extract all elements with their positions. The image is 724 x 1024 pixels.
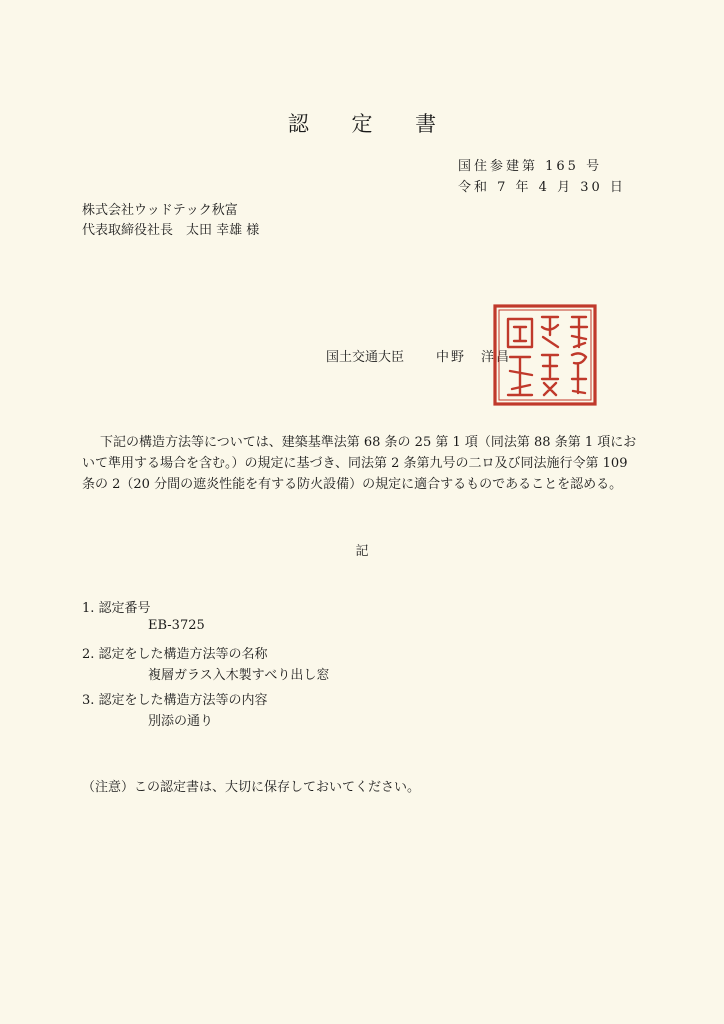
item-2-value: 複層ガラス入木製すべり出し窓 (148, 668, 330, 683)
item-2-label: 2. 認定をした構造方法等の名称 (82, 647, 268, 662)
item-1-label: 1. 認定番号 (82, 601, 151, 616)
document-number: 国住参建第 165 号 (458, 159, 603, 174)
recipient-representative: 代表取締役社長 太田 幸雄 様 (82, 223, 260, 238)
item-1-value: EB-3725 (148, 618, 205, 633)
issuer-title: 国土交通大臣 (326, 350, 405, 365)
document-title: 認 定 書 (287, 112, 455, 136)
ki-heading: 記 (355, 544, 369, 559)
item-3-label: 3. 認定をした構造方法等の内容 (82, 693, 268, 708)
note-text: （注意）この認定書は、大切に保存しておいてください。 (82, 780, 421, 795)
document-date: 令和 7 年 4 月 30 日 (458, 180, 626, 195)
recipient-company: 株式会社ウッドテック秋富 (82, 203, 238, 218)
official-seal-icon (492, 303, 598, 407)
certification-paragraph: 下記の構造方法等については、建築基準法第 68 条の 25 第 1 項（同法第 88 条第 1 項において準用する場合を含む。）の規定に基づき、同法第 2 条第九号の二ロ及び同法施行令第 109 条の 2（20 分間の遮炎性能を有する防火設備）の規定に適合するものであることを認める。 (82, 435, 637, 492)
item-3-value: 別添の通り (148, 714, 214, 729)
issuer-name: 中野 洋昌 (436, 350, 512, 365)
